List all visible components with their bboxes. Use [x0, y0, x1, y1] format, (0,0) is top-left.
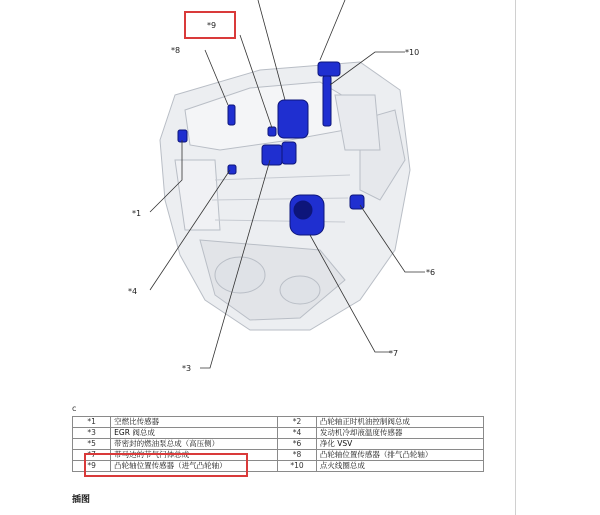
part-intake-cam-sensor [268, 127, 276, 136]
callout-9: *9 [207, 21, 217, 30]
page-edge [515, 0, 516, 515]
highlight-box-legend-9 [84, 453, 248, 477]
highlight-box-callout-9 [184, 11, 236, 39]
part-exhaust-cam-sensor [228, 105, 235, 125]
callout-6: *6 [426, 268, 436, 277]
legend-key: *1 [73, 417, 111, 428]
legend-value: 净化 VSV [316, 439, 483, 450]
legend-row [73, 417, 484, 428]
section-heading: 插图 [72, 495, 91, 505]
part-ignition-coil [318, 62, 340, 76]
legend-value: 带密封的燃油泵总成（高压侧） [111, 439, 278, 450]
callout-8: *8 [171, 46, 181, 55]
part-cam-oil-control-valve [278, 100, 308, 138]
part-coolant-temp-sensor [228, 165, 236, 174]
part-purge-vsv [350, 195, 364, 209]
callout-4: *4 [128, 287, 138, 296]
legend-value: 凸轮轴位置传感器（排气凸轮轴） [316, 450, 483, 461]
callout-1: *1 [132, 209, 142, 218]
figure-code: c [72, 404, 77, 413]
part-fuel-pump [262, 145, 282, 165]
part-air-fuel-sensor [178, 130, 187, 142]
legend-key: *8 [278, 450, 317, 461]
legend-key: *7 [73, 450, 111, 461]
legend-key: *5 [73, 439, 111, 450]
callout-7: *7 [389, 349, 399, 358]
legend-value: 凸轮轴正时机油控制阀总成 [316, 417, 483, 428]
legend-key: *10 [278, 461, 317, 472]
legend-value: 发动机冷却液温度传感器 [316, 428, 483, 439]
legend-value: 凸轮轴位置传感器（进气凸轮轴） [111, 461, 278, 472]
legend-key: *3 [73, 428, 111, 439]
callout-3: *3 [182, 364, 192, 373]
legend-value: 空燃比传感器 [111, 417, 278, 428]
legend-value: 点火线圈总成 [316, 461, 483, 472]
legend-key: *6 [278, 439, 317, 450]
legend-value: EGR 阀总成 [111, 428, 278, 439]
legend-key: *2 [278, 417, 317, 428]
legend-row [73, 439, 484, 450]
legend-key: *9 [73, 461, 111, 472]
legend-row [73, 428, 484, 439]
callout-10: *10 [405, 48, 420, 57]
legend-key: *4 [278, 428, 317, 439]
legend-value: 带马达的节气门体总成 [111, 450, 278, 461]
